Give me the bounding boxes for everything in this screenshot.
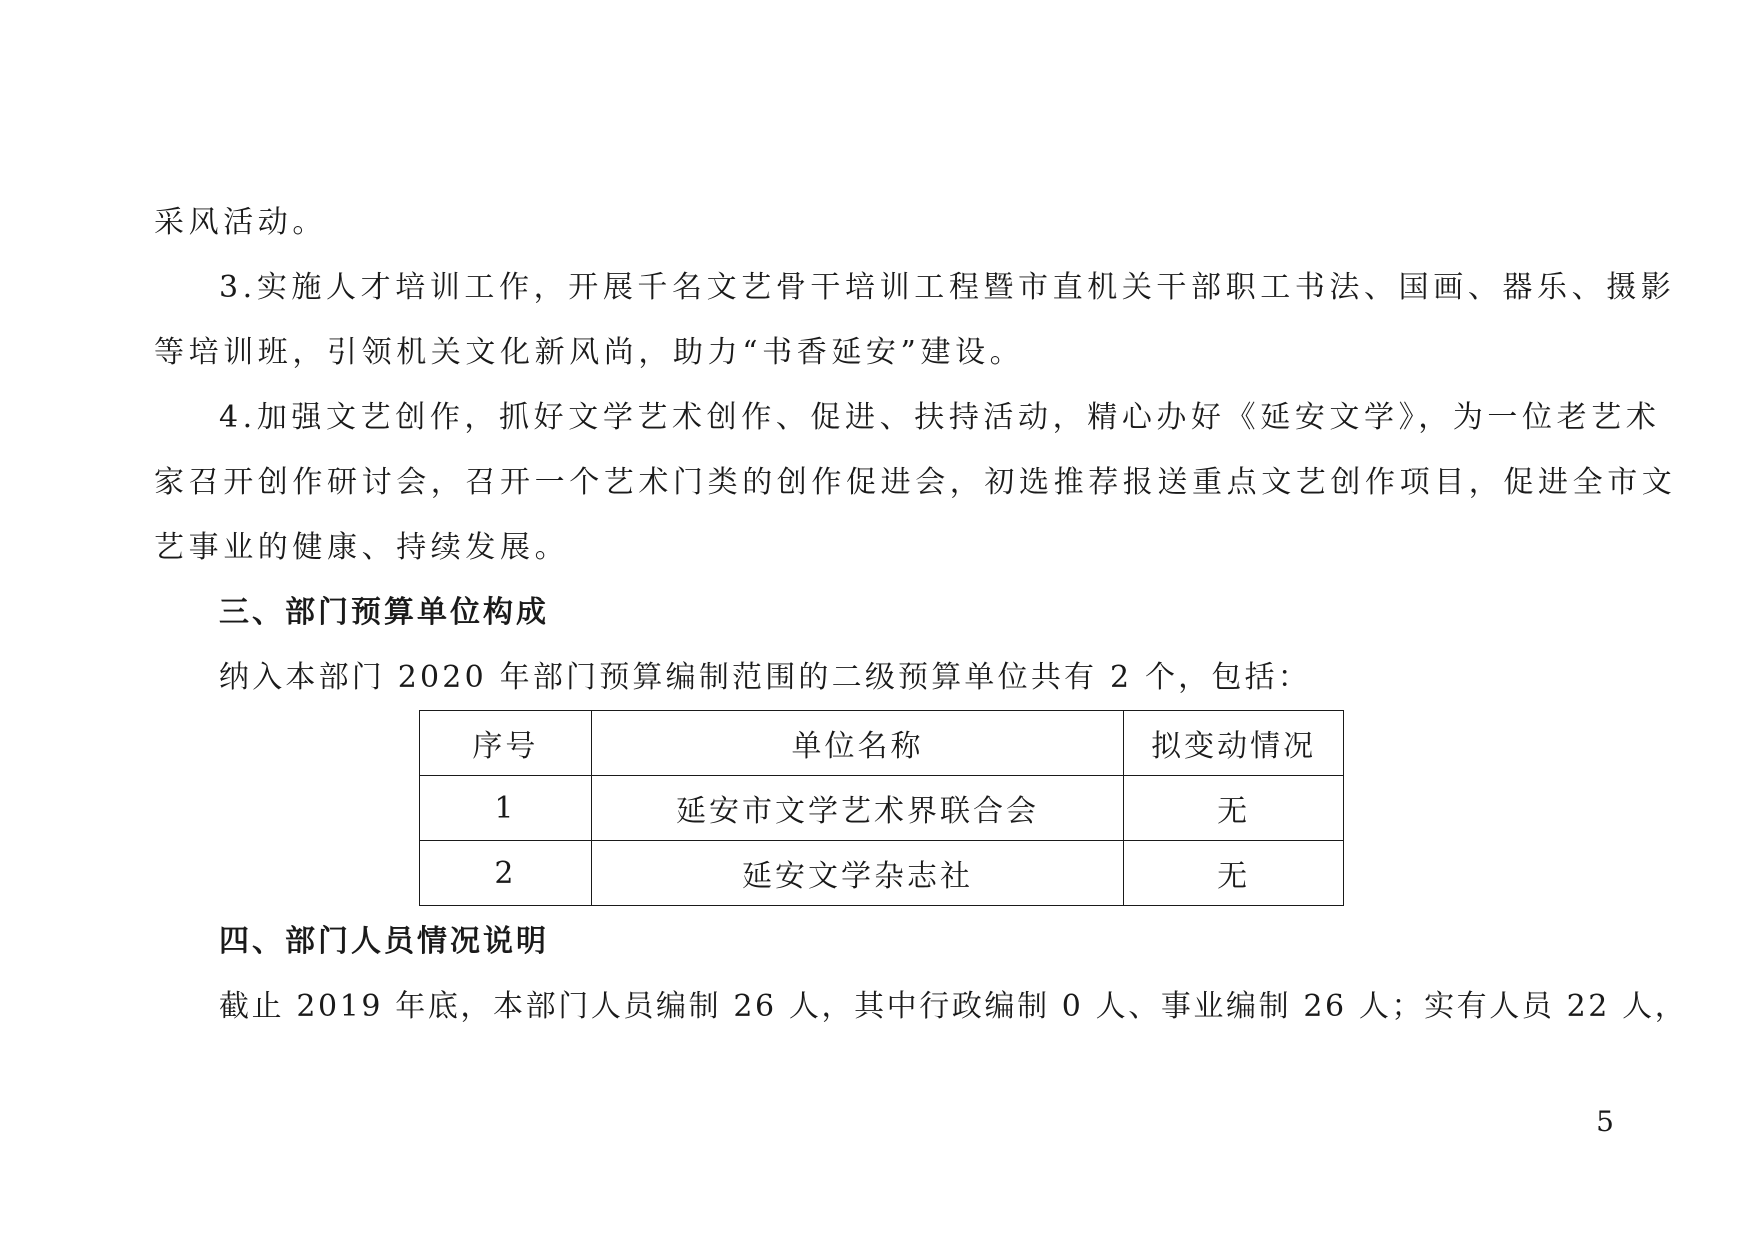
table-row	[420, 841, 1344, 906]
section-intro: 纳入本部门 2020 年部门预算编制范围的二级预算单位共有 2 个，包括：	[219, 660, 1311, 695]
table-header-cell: 拟变动情况	[1124, 711, 1344, 776]
table-header-cell: 序号	[420, 711, 592, 776]
table-cell: 1	[420, 776, 592, 841]
section-heading: 四、部门人员情况说明	[219, 924, 549, 959]
table-cell: 延安文学杂志社	[591, 841, 1123, 906]
section-heading: 三、部门预算单位构成	[219, 595, 549, 630]
paragraph-line: 家召开创作研讨会，召开一个艺术门类的创作促进会，初选推荐报送重点文艺创作项目，促进全市文	[154, 465, 1677, 500]
paragraph-line: 艺事业的健康、持续发展。	[154, 530, 570, 565]
table-header-row	[420, 711, 1344, 776]
paragraph-line: 采风活动。	[154, 205, 327, 240]
table-cell: 无	[1124, 776, 1344, 841]
paragraph-line: 等培训班，引领机关文化新风尚，助力“书香延安”建设。	[154, 335, 1025, 370]
table-header-cell: 单位名称	[591, 711, 1123, 776]
paragraph-line: 3.实施人才培训工作，开展千名文艺骨干培训工程暨市直机关干部职工书法、国画、器乐、摄影	[219, 270, 1676, 305]
section-text: 截止 2019 年底，本部门人员编制 26 人，其中行政编制 0 人、事业编制 26 人；实有人员 22 人，	[219, 989, 1688, 1024]
table-cell: 2	[420, 841, 592, 906]
table-cell: 延安市文学艺术界联合会	[591, 776, 1123, 841]
paragraph-line: 4.加强文艺创作，抓好文学艺术创作、促进、扶持活动，精心办好《延安文学》，为一位老艺术	[219, 400, 1661, 435]
budget-units-table	[419, 710, 1344, 906]
table-row	[420, 776, 1344, 841]
page-number: 5	[1596, 1105, 1614, 1138]
table-cell: 无	[1124, 841, 1344, 906]
